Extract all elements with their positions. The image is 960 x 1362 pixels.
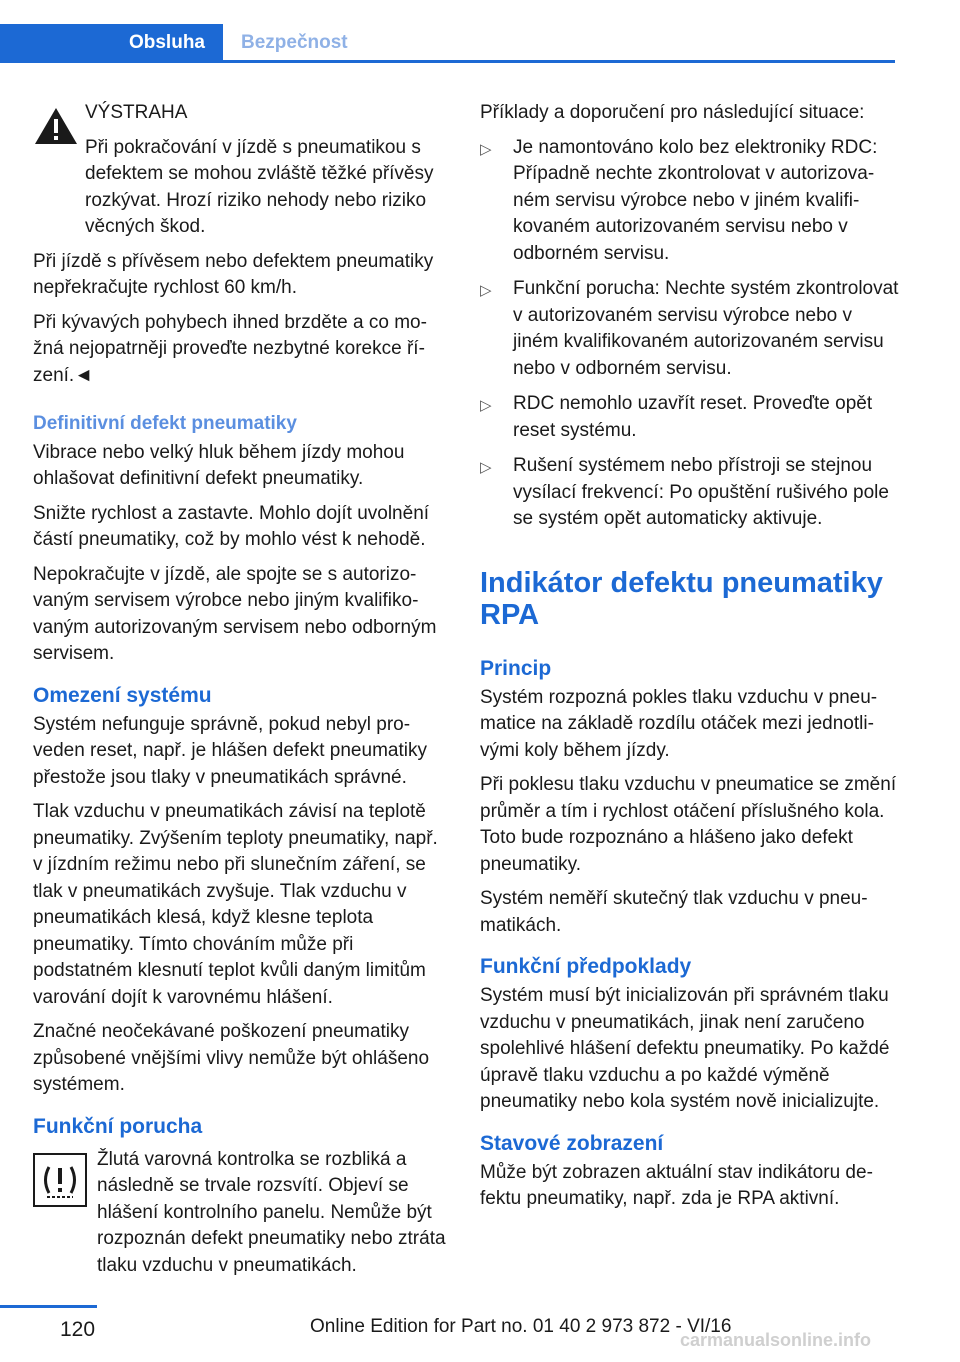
header-rule bbox=[0, 60, 895, 63]
bullet-triangle-icon: ▷ bbox=[480, 140, 492, 158]
section-title: Indikátor defektu pneumatiky RPA bbox=[480, 566, 883, 631]
omezeni-heading: Omezení systému bbox=[33, 683, 212, 707]
tab-obsluha[interactable]: Obsluha bbox=[0, 24, 223, 62]
defekt-heading: Definitivní defekt pneumatiky bbox=[33, 413, 297, 434]
princip-text-1: Systém rozpozná pokles tlaku vzduchu v pneumatice na základě rozdílu otáček mezi jednotlivými koly během jízdy. bbox=[480, 686, 878, 761]
page-number: 120 bbox=[60, 1318, 96, 1341]
watermark: carmanualsonline.info bbox=[680, 1330, 872, 1350]
princip-heading: Princip bbox=[480, 656, 552, 680]
predpoklady-text-1: Systém musí být inicializován při správném tlaku vzduchu v pneumatikách, jinak není zaručeno spolehlivé hlášení defektu pneumatiky. Po každé úpravě tlaku vzduchu a po každé výměně pneumatiky nebo kola systém nově inicializujte. bbox=[480, 985, 890, 1112]
warning-text-2: Při jízdě s přívěsem nebo defektem pneumatiky nepřekračujte rychlost 60 km/h. bbox=[33, 250, 434, 298]
warning-text-1: Při pokračování v jízdě s pneumatikou s defektem se mohou zvláště těžké přívěsy rozkývat. Hrozí riziko nehody nebo riziko věcných škod. bbox=[85, 136, 434, 237]
omezeni-text-2: Tlak vzduchu v pneumatikách závisí na teplotě pneumatiky. Zvýšením teploty pneumatiky, např. v jízdním režimu nebo při slunečním záření, se tlak v pneumatikách zvyšuje. Tlak vzduchu v pneumatikách klesá, když klesne teplota pneumatiky. Tímto chováním může při podstatném klesnutí teplot kvůli daným limitům varování dojít k varovnému hlášení. bbox=[33, 801, 438, 1008]
warning-title: VÝSTRAHA bbox=[85, 102, 188, 123]
stav-text-1: Může být zobrazen aktuální stav indikátoru defektu pneumatiky, např. zda je RPA aktivní. bbox=[480, 1161, 873, 1209]
examples-list bbox=[480, 135, 900, 533]
porucha-text-1: Žlutá varovná kontrolka se rozbliká a následně se trvale rozsvítí. Objeví se hlášení kontrolního panelu. Nemůže být rozpoznán defekt pneumatiky nebo ztráta tlaku vzduchu v pneumatikách. bbox=[97, 1148, 446, 1276]
list-item: ▷ Je namontováno kolo bez elektroniky RDC: Případně nechte zkontrolovat v autorizovaném servisu výrobce nebo v jiném kvalifikovaném autorizovaném servisu nebo v odborném servisu. bbox=[480, 136, 878, 264]
list-item: ▷ Funkční porucha: Nechte systém zkontrolovat v autorizovaném servisu výrobce nebo v jiném kvalifikovaném autorizovaném servisu nebo v odborném servisu. bbox=[480, 278, 899, 379]
defekt-text-2: Snižte rychlost a zastavte. Mohlo dojít uvolnění částí pneumatiky, což by mohlo vést k nehodě. bbox=[33, 502, 430, 550]
bullet-triangle-icon: ▷ bbox=[480, 459, 492, 476]
edition-note: Online Edition for Part no. 01 40 2 973 872 - VI/16 bbox=[310, 1316, 732, 1337]
bullet-triangle-icon: ▷ bbox=[480, 397, 492, 414]
examples-intro: Příklady a doporučení pro následující situace: bbox=[480, 102, 865, 123]
left-column bbox=[33, 100, 450, 1287]
tire-pressure-warning-icon bbox=[33, 1153, 87, 1207]
porucha-block bbox=[33, 1147, 450, 1280]
header-tabbar bbox=[0, 0, 960, 62]
list-item: ▷ Rušení systémem nebo přístroji se stejnou vysílací frekvencí: Po opuštění rušivého pole se systém opět automaticky aktivuje. bbox=[480, 455, 889, 529]
footer-rule bbox=[0, 1305, 97, 1308]
warning-block bbox=[33, 100, 450, 389]
predpoklady-heading: Funkční předpoklady bbox=[480, 955, 692, 978]
warning-triangle-icon bbox=[33, 106, 79, 146]
warning-text-3: Při kývavých pohybech ihned brzděte a co možná nejopatrněji proveďte nezbytné korekce řízení.◄ bbox=[33, 311, 427, 386]
stav-heading: Stavové zobrazení bbox=[480, 1131, 664, 1155]
princip-text-3: Systém neměří skutečný tlak vzduchu v pneumatikách. bbox=[480, 888, 868, 936]
right-column bbox=[480, 100, 900, 1221]
princip-text-2: Při poklesu tlaku vzduchu v pneumatice se změní průměr a tím i rychlost otáčení příslušného kola. Toto bude rozpoznáno a hlášeno jako defekt pneumatiky. bbox=[480, 774, 897, 875]
porucha-heading: Funkční porucha bbox=[33, 1114, 203, 1138]
omezeni-text-3: Značné neočekávané poškození pneumatiky způsobené vnějšími vlivy nemůže být ohlášeno systémem. bbox=[33, 1021, 430, 1095]
tab-bezpecnost[interactable]: Bezpečnost bbox=[241, 32, 348, 53]
defekt-text-1: Vibrace nebo velký hluk během jízdy mohou ohlašovat definitivní defekt pneumatiky. bbox=[33, 441, 405, 489]
defekt-text-3: Nepokračujte v jízdě, ale spojte se s autorizovaným servisem výrobce nebo jiným kvalifikovaným autorizovaným servisem nebo odborným servisem. bbox=[33, 563, 437, 664]
omezeni-text-1: Systém nefunguje správně, pokud nebyl proveden reset, např. je hlášen defekt pneumatiky přestože jsou tlaky v pneumatikách správné. bbox=[33, 713, 427, 788]
bullet-triangle-icon: ▷ bbox=[480, 282, 492, 299]
list-item: ▷ RDC nemohlo uzavřít reset. Proveďte opět reset systému. bbox=[480, 393, 873, 441]
